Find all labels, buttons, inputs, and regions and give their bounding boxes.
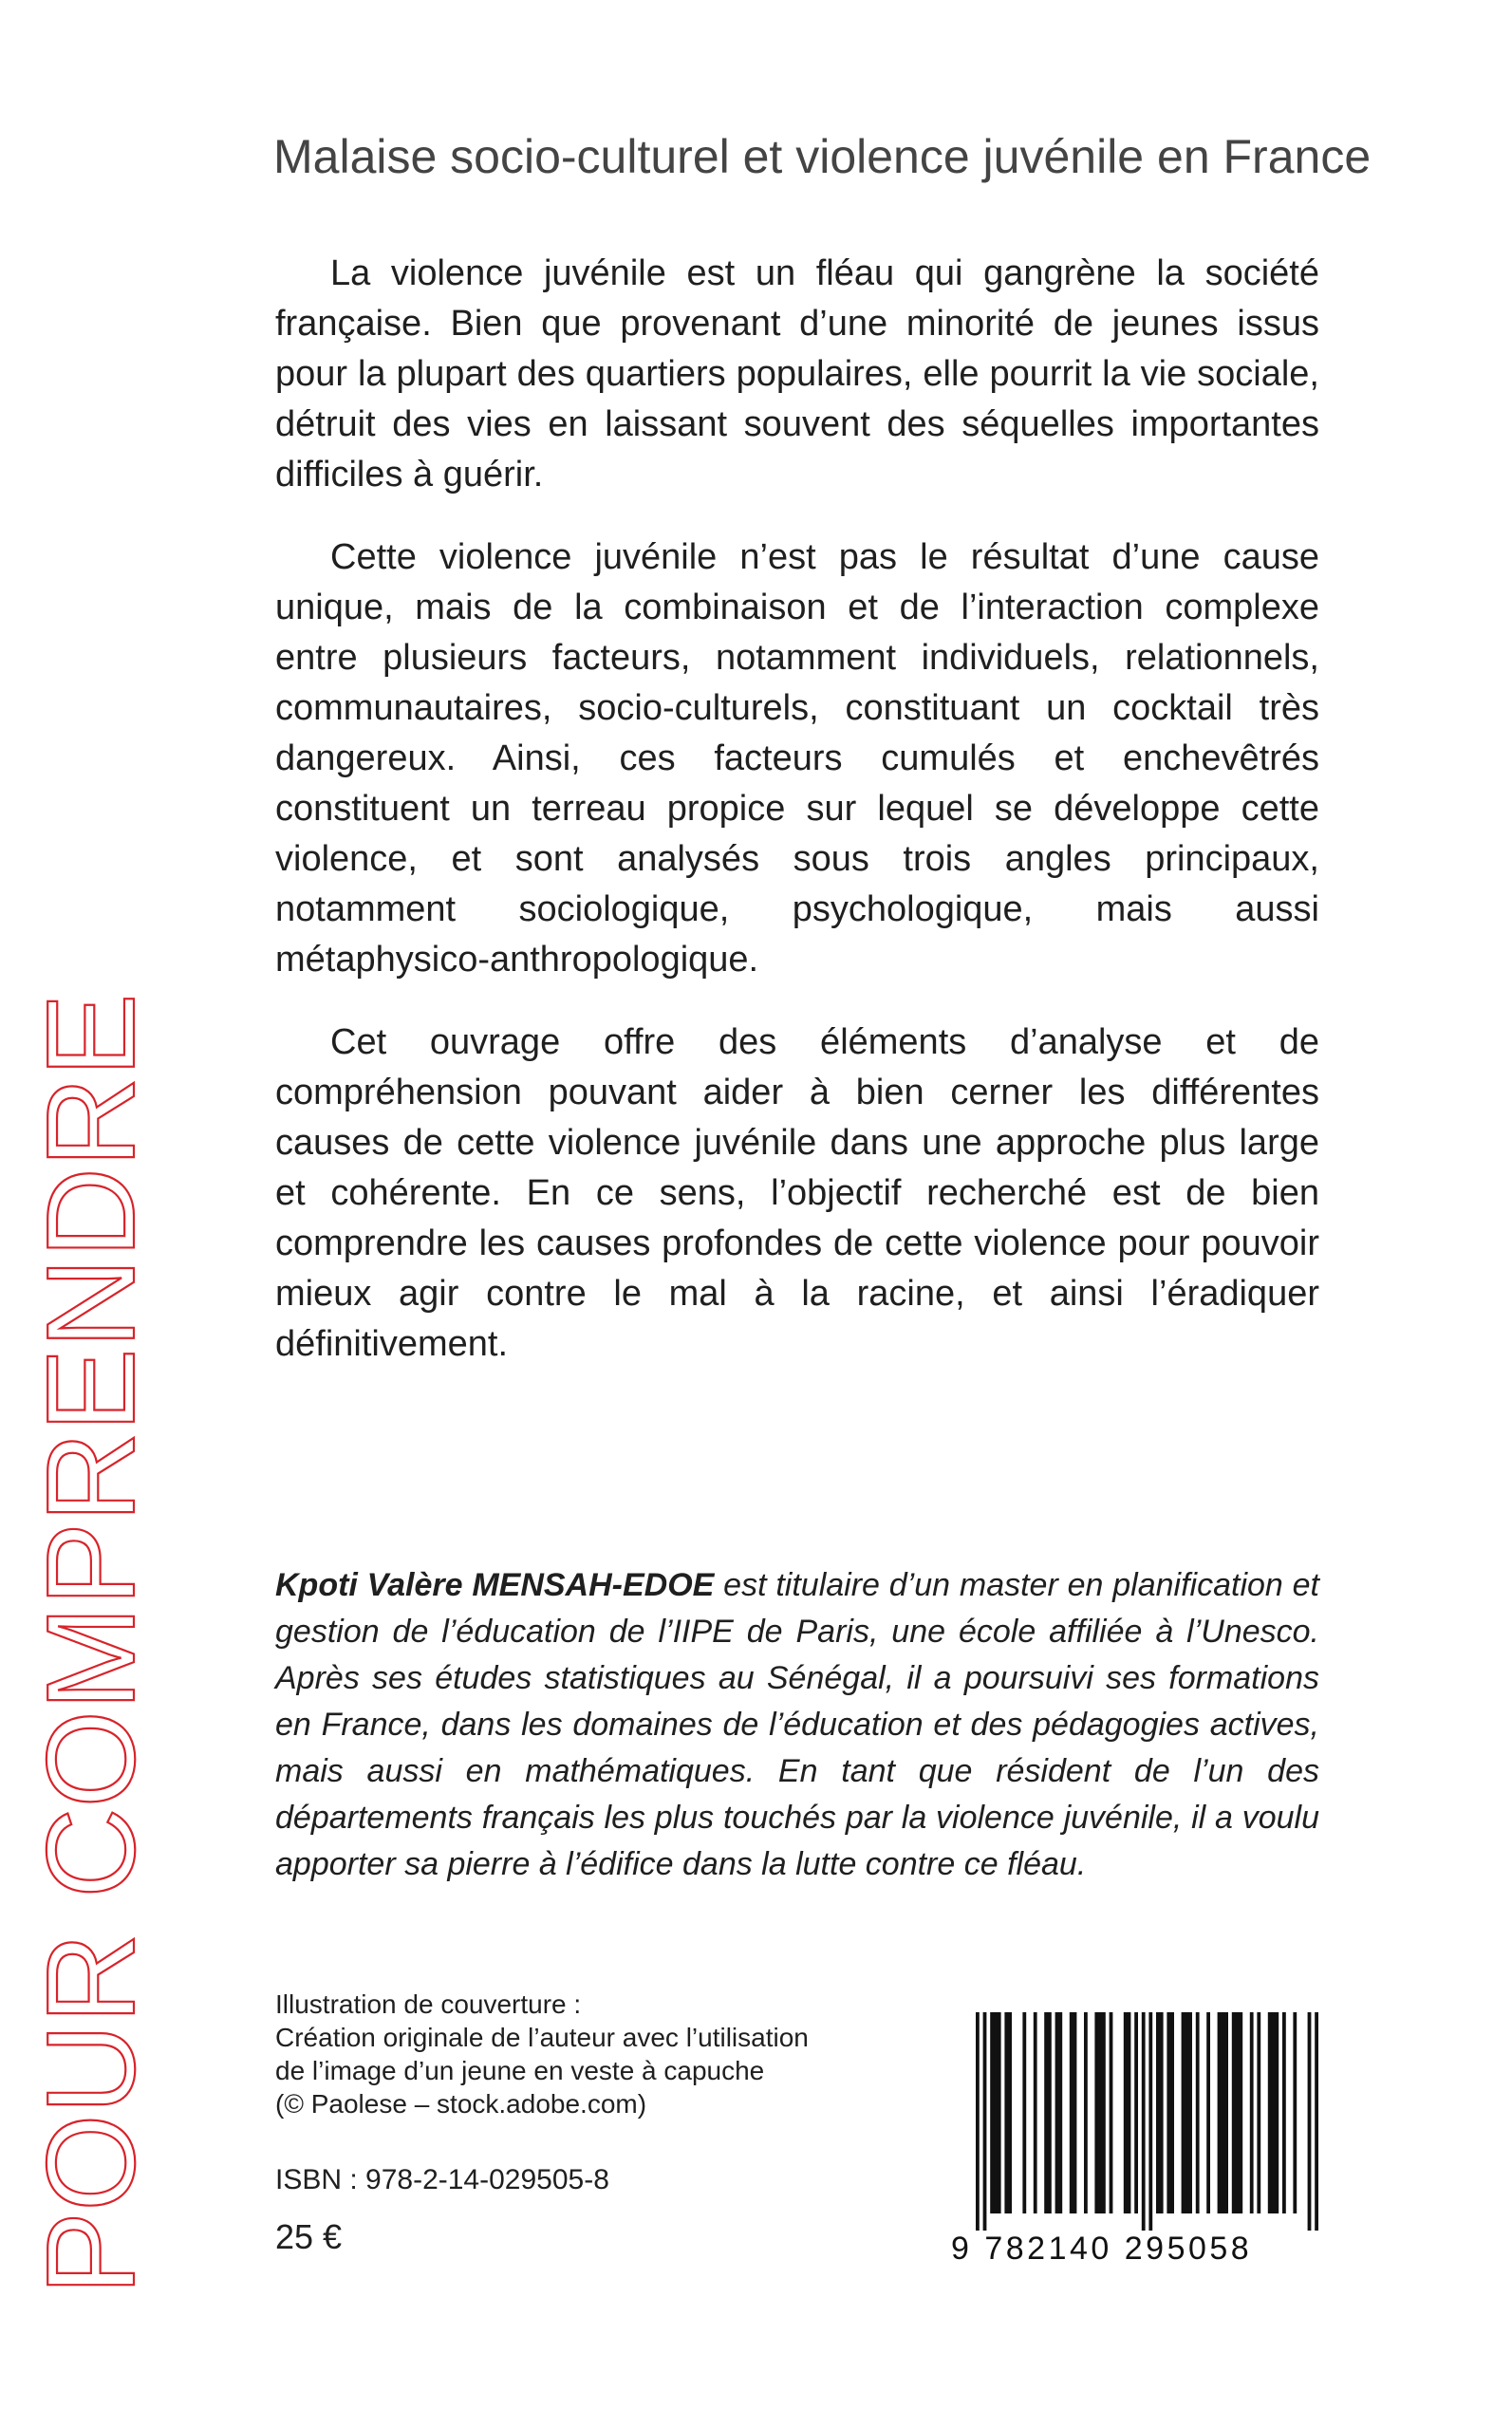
blurb <box>275 249 1319 1402</box>
barcode-bar <box>1232 2012 1242 2213</box>
barcode-guard-bar <box>1148 2012 1152 2231</box>
barcode-digits: 9 782140 295058 <box>951 2231 1253 2267</box>
barcode-guard-bar <box>1315 2012 1318 2231</box>
barcode-bar <box>1167 2012 1174 2213</box>
barcode-bar <box>1293 2012 1297 2213</box>
barcode-bar <box>1084 2012 1088 2213</box>
barcode <box>951 2012 1321 2267</box>
credits-line-1: Illustration de couverture : <box>275 1989 582 2019</box>
barcode-guard-bar <box>983 2012 987 2231</box>
credits-line-4: (© Paolese – stock.adobe.com) <box>275 2089 647 2119</box>
blurb-paragraph-2: Cette violence juvénile n’est pas le résultat d’une cause unique, mais de la combinaison et de l’interaction complexe entre plusieurs facteurs, notamment individuels, relationnels, communautaires, socio-culturels, constituant un cocktail très dangereux. Ainsi, ces facteurs cumulés et enchevêtrés constituent un terreau propice sur lequel se développe cette violence, et sont analysés sous trois angles principaux, notamment sociologique, psychologique, mais aussi métaphysico-anthropologique. <box>275 537 1319 980</box>
credits-line-2: Création originale de l’auteur avec l’utilisation <box>275 2023 809 2052</box>
isbn: ISBN : 978-2-14-029505-8 <box>275 2164 609 2195</box>
barcode-bar <box>990 2012 1000 2213</box>
barcode-bar <box>1110 2012 1113 2213</box>
price: 25 € <box>275 2217 343 2256</box>
barcode-bar <box>1257 2012 1260 2213</box>
barcode-bar <box>1124 2012 1131 2213</box>
barcode-bar <box>1022 2012 1026 2213</box>
barcode-bar <box>1156 2012 1164 2213</box>
blurb-paragraph-3: Cet ouvrage offre des éléments d’analyse et de compréhension pouvant aider à bien cerner les différentes causes de cette violence juvénile dans une approche plus large et cohérente. En ce sens, l’objectif recherché est de bien comprendre les causes profondes de cette violence pour pouvoir mieux agir contre le mal à la racine, et ainsi l’éradiquer définitivement. <box>275 1022 1319 1364</box>
barcode-bar <box>1004 2012 1012 2213</box>
author-bio-text: est titulaire d’un master en planification et gestion de l’éducation de l’IIPE de Paris, une école affiliée à l’Unesco. Après ses études statistiques au Sénégal, il a poursuivi ses formations en France, dans les domaines de l’éducation et des pédagogies actives, mais aussi en mathématiques. En tant que résident de l’un des départements français les plus touchés par la violence juvénile, il a voulu apporter sa pierre à l’édifice dans la lutte contre ce fléau. <box>275 1567 1319 1882</box>
barcode-bar <box>1134 2012 1138 2213</box>
credits-line-3: de l’image d’un jeune en veste à capuche <box>275 2056 765 2085</box>
barcode-bars <box>951 2012 1321 2231</box>
cover-credits <box>275 1988 809 2120</box>
author-name: Kpoti Valère MENSAH-EDOE <box>275 1567 715 1603</box>
barcode-bar <box>1250 2012 1254 2213</box>
barcode-bar <box>1206 2012 1210 2213</box>
barcode-bar <box>1070 2012 1077 2213</box>
barcode-bar <box>1182 2012 1192 2213</box>
barcode-bar <box>1268 2012 1279 2213</box>
barcode-bar <box>1034 2012 1037 2213</box>
author-bio <box>275 1562 1319 1888</box>
blurb-paragraph-1: La violence juvénile est un fléau qui gangrène la société française. Bien que provenant d’une minorité de jeunes issus pour la plupart des quartiers populaires, elle pourrit la vie sociale, détruit des vies en laissant souvent des séquelles importantes difficiles à guérir. <box>275 253 1319 495</box>
series-label-text: POUR COMPRENDRE <box>21 993 160 2295</box>
series-label <box>21 993 160 2295</box>
barcode-bar <box>1094 2012 1105 2213</box>
barcode-bar <box>1196 2012 1200 2213</box>
barcode-guard-bar <box>1142 2012 1146 2231</box>
barcode-bar <box>1044 2012 1052 2213</box>
barcode-guard-bar <box>1308 2012 1312 2231</box>
barcode-bar <box>1218 2012 1228 2213</box>
barcode-bar <box>1282 2012 1286 2213</box>
barcode-guard-bar <box>976 2012 980 2231</box>
barcode-bar <box>1055 2012 1063 2213</box>
book-subtitle: Malaise socio-culturel et violence juvénile en France <box>273 130 1372 183</box>
